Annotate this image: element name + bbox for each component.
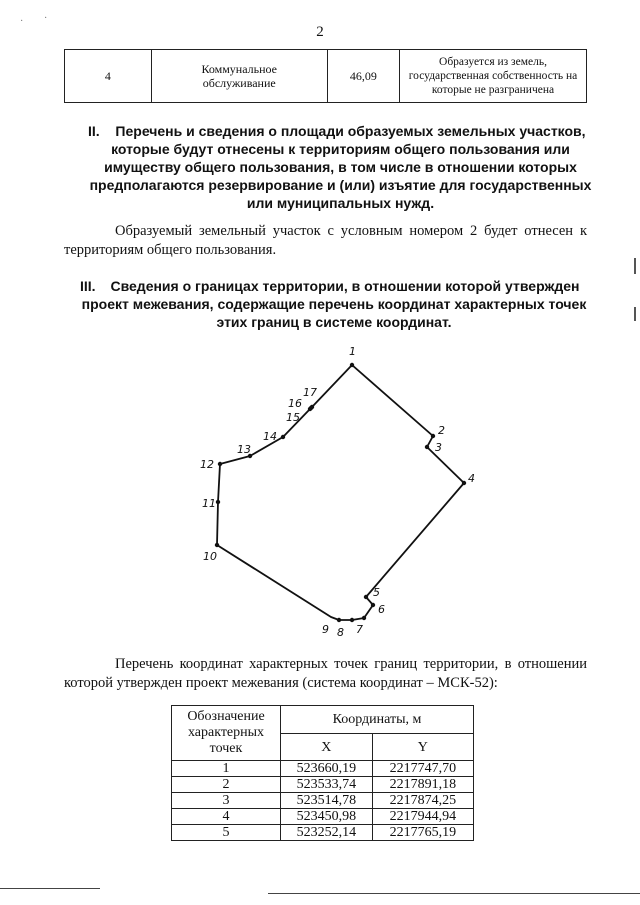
point-label-2: 2 <box>438 424 445 437</box>
boundary-point <box>218 462 222 466</box>
section-2-title-line: имуществу общего пользования, в том числе в отношении которых <box>104 159 577 175</box>
point-cell: 3 <box>172 793 281 809</box>
point-label-7: 7 <box>356 623 363 636</box>
y-cell: 2217944,94 <box>372 809 473 825</box>
section-2-title-line: предполагаются резервирование и (или) изъятие для государственных <box>89 177 592 193</box>
section-2-title-line: которые будут отнесены к территориям общего пользования или <box>111 141 570 157</box>
point-label-14: 14 <box>263 430 277 443</box>
scan-speck: · <box>20 16 24 27</box>
scan-bottom-line <box>0 888 100 889</box>
section-2-paragraph-line: Образуемый земельный участок с условным номером 2 будет отнесен к <box>115 223 587 239</box>
point-label-13: 13 <box>237 443 251 456</box>
scan-edge-mark <box>634 258 636 274</box>
coordinates-table <box>171 705 474 841</box>
coordinates-group-header: Координаты, м <box>281 706 474 734</box>
x-cell: 523450,98 <box>281 809 373 825</box>
point-label-15: 15 <box>286 411 300 424</box>
boundary-polygon <box>217 365 464 620</box>
boundary-point <box>350 618 354 622</box>
point-label-12: 12 <box>200 458 214 471</box>
point-label-8: 8 <box>337 626 344 639</box>
section-2-paragraph-line: территориям общего пользования. <box>64 242 277 258</box>
y-cell: 2217747,70 <box>372 761 473 777</box>
section-2-title-line: Перечень и сведения о площади образуемых земельных участков, <box>115 123 586 139</box>
plot-number-cell: 4 <box>65 50 152 103</box>
boundary-point <box>337 618 341 622</box>
table-header-row <box>172 706 474 734</box>
x-cell: 523533,74 <box>281 777 373 793</box>
point-label-5: 5 <box>373 586 380 599</box>
scan-speck: · <box>44 13 48 24</box>
point-label-9: 9 <box>322 623 329 636</box>
y-cell: 2217874,25 <box>372 793 473 809</box>
scan-bottom-line <box>268 893 640 894</box>
point-cell: 2 <box>172 777 281 793</box>
boundary-point <box>425 445 429 449</box>
point-cell: 4 <box>172 809 281 825</box>
section-3-title-line: Сведения о границах территории, в отношении которой утвержден <box>110 278 580 294</box>
coords-intro-line: которой утвержден проект межевания (система координат – МСК-52): <box>64 675 498 691</box>
boundary-point <box>350 363 354 367</box>
coords-intro-line: Перечень координат характерных точек границ территории, в отношении <box>115 656 587 672</box>
scan-edge-mark <box>634 307 636 321</box>
point-label-10: 10 <box>203 550 217 563</box>
page-number: 2 <box>316 24 324 40</box>
point-label-1: 1 <box>349 345 356 358</box>
table-row <box>172 809 474 825</box>
plot-source-text: Образуется из земель, государственная собственность на которые не разграничена <box>408 56 578 96</box>
boundary-point <box>281 435 285 439</box>
plot-use-cell <box>151 50 327 103</box>
point-label-3: 3 <box>435 441 442 454</box>
boundary-point <box>216 500 220 504</box>
boundary-point <box>364 595 368 599</box>
section-3-title-line: этих границ в системе координат. <box>216 314 452 330</box>
section-2-paragraph <box>64 222 587 260</box>
x-cell: 523514,78 <box>281 793 373 809</box>
section-3-title-line: проект межевания, содержащие перечень координат характерных точек <box>81 296 587 312</box>
section-2-title-line: или муниципальных нужд. <box>246 195 435 211</box>
land-plot-table <box>64 49 587 103</box>
plot-area-cell: 46,09 <box>327 50 399 103</box>
plot-use-text: Коммунальное обслуживание <box>201 62 278 90</box>
point-label-16: 16 <box>288 397 302 410</box>
point-cell: 1 <box>172 761 281 777</box>
boundary-points <box>215 363 466 622</box>
section-3-numeral: III. <box>80 278 96 294</box>
x-cell: 523660,19 <box>281 761 373 777</box>
point-designation-header: Обозначение характерных точек <box>172 706 281 761</box>
y-cell: 2217765,19 <box>372 825 473 841</box>
x-header: X <box>281 734 373 761</box>
coords-intro <box>64 655 587 693</box>
section-3-heading <box>80 277 588 331</box>
table-row <box>172 761 474 777</box>
boundary-point <box>310 405 314 409</box>
boundary-point <box>431 434 435 438</box>
x-cell: 523252,14 <box>281 825 373 841</box>
point-label-11: 11 <box>202 497 216 510</box>
boundary-point <box>462 481 466 485</box>
table-row <box>172 825 474 841</box>
boundary-diagram <box>185 340 495 645</box>
boundary-point <box>362 616 366 620</box>
table-row <box>172 777 474 793</box>
point-label-6: 6 <box>378 603 385 616</box>
table-row <box>65 50 587 103</box>
boundary-point <box>215 543 219 547</box>
point-label-4: 4 <box>468 472 475 485</box>
point-labels <box>200 345 475 639</box>
plot-source-cell <box>400 50 587 103</box>
boundary-point <box>371 603 375 607</box>
point-label-17: 17 <box>303 386 317 399</box>
y-cell: 2217891,18 <box>372 777 473 793</box>
y-header: Y <box>372 734 473 761</box>
section-2-numeral: II. <box>88 123 100 139</box>
section-2-heading <box>88 122 593 212</box>
table-row <box>172 793 474 809</box>
point-cell: 5 <box>172 825 281 841</box>
